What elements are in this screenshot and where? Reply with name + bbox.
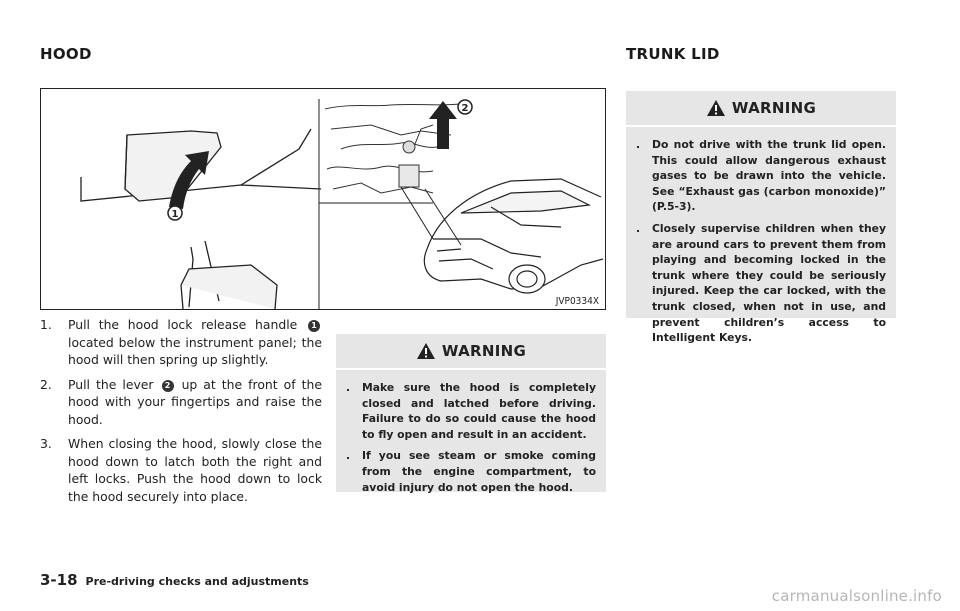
step-text: Pull the lever (68, 376, 154, 392)
step-text: located below the instrument panel; the hood will then spring up slightly. (68, 334, 322, 367)
chapter-title: Pre-driving checks and adjustments (85, 575, 309, 588)
step-2 (40, 376, 322, 429)
warning-body (336, 370, 606, 509)
warning-header (336, 334, 606, 370)
step-3 (40, 435, 322, 505)
callout-1-badge-icon: 1 (308, 320, 320, 332)
watermark: carmanualsonline.info (771, 587, 942, 605)
warning-title: WARNING (441, 342, 527, 360)
callout-2-badge-icon: 2 (162, 380, 174, 392)
hood-steps-list (40, 316, 322, 512)
bullet-mark: . (346, 381, 351, 394)
warning-item (346, 380, 596, 442)
warning-item (636, 221, 886, 346)
warning-title: WARNING (731, 99, 817, 117)
callout-1-label: 1 (171, 209, 179, 220)
hood-warning-box (336, 334, 606, 492)
callout-2-label: 2 (461, 103, 469, 114)
hood-heading: HOOD (40, 45, 92, 63)
warning-item (346, 448, 596, 495)
warning-text: If you see steam or smoke coming from the engine compartment, to avoid injury do not open the hood. (362, 449, 596, 494)
step-number: 1. (40, 317, 52, 332)
bullet-mark: . (636, 221, 641, 235)
warning-body (626, 127, 896, 360)
bullet-mark: . (636, 138, 641, 151)
hood-release-illustration (40, 88, 606, 310)
warning-header (626, 91, 896, 127)
warning-triangle-icon (416, 342, 436, 360)
warning-text: Closely supervise children when they are around cars to prevent them from playing and becoming locked in the trunk where they could be seriously injured. Keep the car locked, with the trunk closed, when not in use, and prevent children’s access to Intelligent Keys. (652, 221, 886, 345)
step-text: up at the front of the hood with your fingertips and raise the hood. (68, 376, 322, 427)
warning-triangle-icon (706, 99, 726, 117)
step-1 (40, 316, 322, 369)
warning-text: Make sure the hood is completely closed and latched before driving. Failure to do so could cause the hood to fly open and result in an accident. (362, 381, 596, 441)
figure-code: JVP0334X (555, 296, 599, 307)
bullet-mark: . (346, 449, 351, 463)
step-number: 2. (40, 376, 52, 392)
warning-item (636, 137, 886, 215)
warning-text: Do not drive with the trunk lid open. This could allow dangerous exhaust gases to be drawn into the vehicle. See “Exhaust gas (carbon monoxide)” (P.5-3). (652, 138, 886, 214)
illustration-drawing (41, 89, 605, 309)
step-text: When closing the hood, slowly close the hood down to latch both the right and left locks. Push the hood down to lock the hood securely into place. (68, 436, 322, 504)
step-number: 3. (40, 436, 52, 451)
trunk-warning-box (626, 91, 896, 345)
step-text: Pull the hood lock release handle (68, 317, 298, 332)
page-number: 3-18 (40, 571, 78, 589)
page-footer (40, 571, 309, 589)
trunk-lid-heading: TRUNK LID (626, 45, 720, 63)
